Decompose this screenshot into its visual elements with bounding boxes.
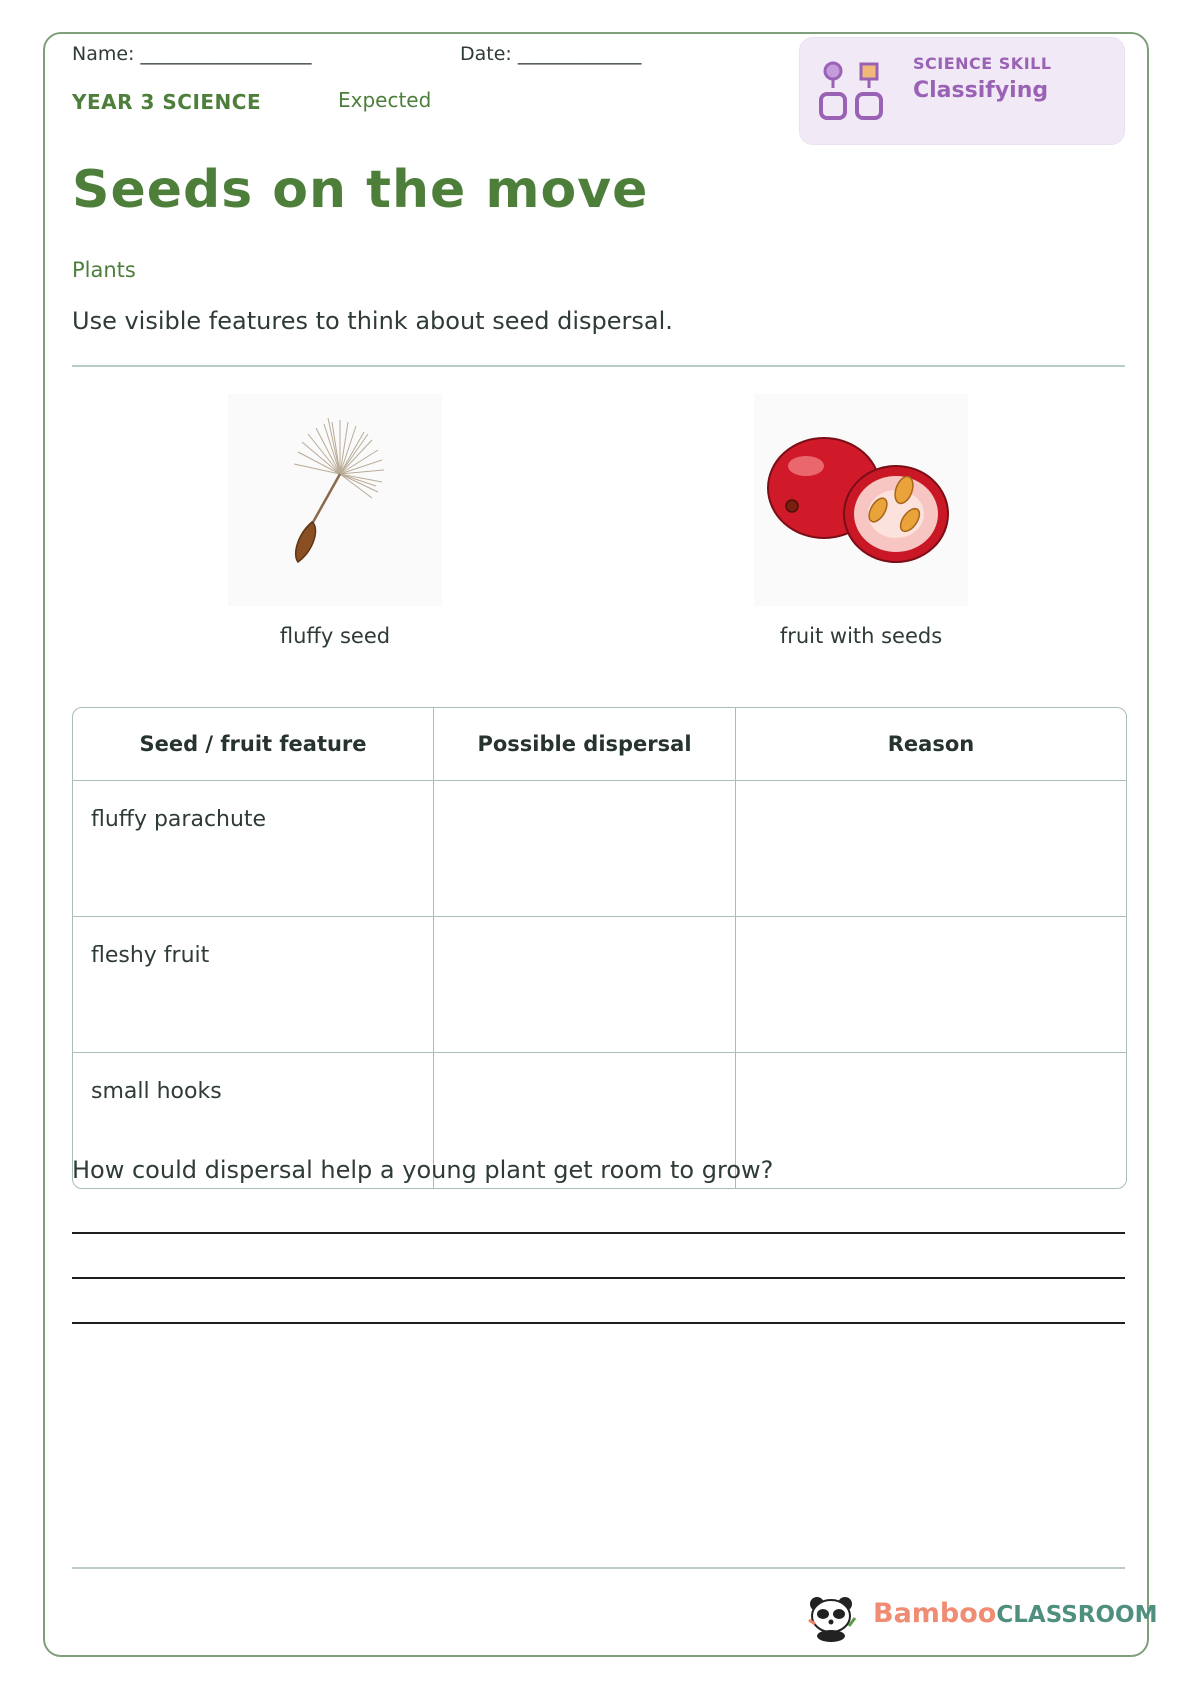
level-label: Expected: [338, 88, 432, 112]
logo-bamboo-text: Bamboo: [873, 1598, 997, 1629]
dispersal-table: [72, 707, 1127, 1189]
table-row: [73, 781, 1126, 917]
feature-cell: fluffy parachute: [73, 781, 434, 917]
feature-cell: fleshy fruit: [73, 917, 434, 1053]
column-header-reason: Reason: [736, 708, 1126, 781]
skill-caption: SCIENCE SKILL: [913, 54, 1052, 73]
name-field[interactable]: Name: __________________: [72, 43, 312, 65]
bamboo-classroom-logo: [805, 1594, 1158, 1644]
panda-icon: [805, 1594, 857, 1642]
reason-answer-cell[interactable]: [736, 1053, 1126, 1188]
page-title: Seeds on the move: [72, 160, 649, 220]
year-label: YEAR 3 SCIENCE: [72, 90, 262, 114]
logo-classroom-text: CLASSROOM: [996, 1602, 1158, 1628]
date-field[interactable]: Date: _____________: [460, 43, 642, 65]
feature-cell: small hooks: [73, 1053, 434, 1188]
column-header-dispersal: Possible dispersal: [434, 708, 736, 781]
answer-line[interactable]: [72, 1322, 1125, 1324]
picture-caption-fruit: fruit with seeds: [779, 624, 943, 648]
reason-answer-cell[interactable]: [736, 917, 1126, 1053]
answer-line[interactable]: [72, 1232, 1125, 1234]
table-row: [73, 917, 1126, 1053]
dispersal-answer-cell[interactable]: [434, 781, 736, 917]
picture-caption-fluffy-seed: fluffy seed: [279, 624, 391, 648]
dandelion-seed-illustration: [228, 394, 442, 606]
divider-bottom: [72, 1567, 1125, 1569]
skill-name: Classifying: [913, 78, 1049, 103]
question-text: How could dispersal help a young plant get room to grow?: [72, 1156, 774, 1184]
divider-top: [72, 365, 1125, 367]
table-header-row: [73, 708, 1126, 781]
cranberry-fruit-illustration: [754, 394, 968, 606]
intro-text: Use visible features to think about seed dispersal.: [72, 307, 673, 335]
science-skill-box: [799, 37, 1125, 145]
reason-answer-cell[interactable]: [736, 781, 1126, 917]
column-header-feature: Seed / fruit feature: [73, 708, 434, 781]
dispersal-answer-cell[interactable]: [434, 917, 736, 1053]
classifying-icon: [816, 60, 886, 126]
answer-line[interactable]: [72, 1277, 1125, 1279]
topic-label: Plants: [72, 258, 136, 282]
